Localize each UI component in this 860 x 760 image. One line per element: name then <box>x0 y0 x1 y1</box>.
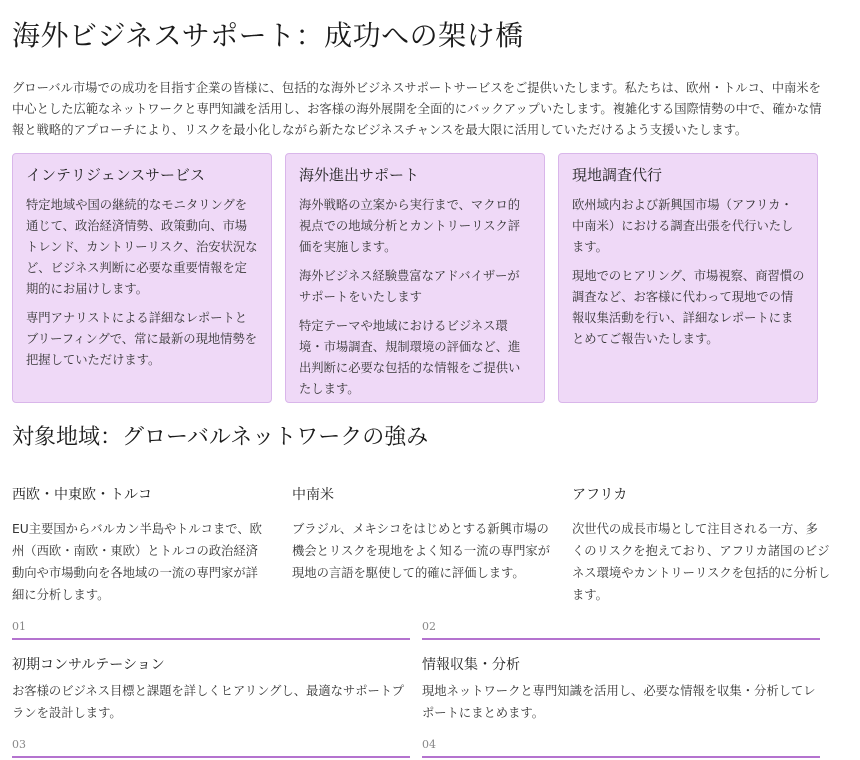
step-number: 02 <box>422 620 820 640</box>
process-step <box>422 620 820 724</box>
intro-paragraph: グローバル市場での成功を目指す企業の皆様に、包括的な海外ビジネスサポートサービスをご提供いたします。私たちは、欧州・トルコ、中南米を中心とした広範なネットワークと専門知識を活用し、お客様の海外展開を全面的にバックアップいたします。複雑化する国際情勢の中で、確かな情報と戦略的アプローチにより、リスクを最小化しながら新たなビジネスチャンスを最大限に活用していただけるよう支援いたします。 <box>12 81 822 137</box>
service-card-text: 海外ビジネス経験豊富なアドバイザーがサポートをいたします <box>299 269 520 304</box>
process-step <box>12 620 410 724</box>
step-text: お客様のビジネス目標と課題を詳しくヒアリングし、最適なサポートプランを設計します。 <box>12 684 405 720</box>
region-europe-turkey <box>12 484 270 606</box>
step-number: 04 <box>422 738 820 758</box>
region-title: アフリカ <box>572 487 628 503</box>
region-text: ブラジル、メキシコをはじめとする新興市場の機会とリスクを現地をよく知る一流の専門家が現地の言語を駆使して的確に評価します。 <box>292 522 550 580</box>
region-latin-america <box>292 484 550 584</box>
region-title: 中南米 <box>292 487 334 503</box>
service-card-text: 現地でのヒアリング、市場視察、商習慣の調査など、お客様に代わって現地での情報収集活動を行い、詳細なレポートにまとめてご報告いたします。 <box>572 269 805 346</box>
step-title: 初期コンサルテーション <box>12 657 165 673</box>
process-steps <box>12 620 822 760</box>
region-title: 西欧・中東欧・トルコ <box>12 487 152 503</box>
service-card-text: 海外戦略の立案から実行まで、マクロ的視点での地域分析とカントリーリスク評価を実施します。 <box>299 198 521 254</box>
page-title: 海外ビジネスサポート：成功への架け橋 <box>12 19 524 52</box>
regions-list <box>12 484 832 604</box>
service-card-title: 現地調査代行 <box>572 166 663 184</box>
service-card-text: 特定地域や国の継続的なモニタリングを通じて、政治経済情勢、政策動向、市場トレンド、カントリーリスク、治安状況など、ビジネス判断に必要な重要情報を定期的にお届けします。 <box>26 198 258 296</box>
service-card-text: 欧州域内および新興国市場（アフリカ・中南米）における調査出張を代行いたします。 <box>572 198 794 254</box>
service-card-title: インテリジェンスサービス <box>26 166 205 184</box>
service-card-field-research <box>558 153 818 403</box>
service-card-intelligence <box>12 153 272 403</box>
step-number: 01 <box>12 620 410 640</box>
step-number: 03 <box>12 738 410 758</box>
service-card-overseas-expansion <box>285 153 545 403</box>
service-card-title: 海外進出サポート <box>299 166 420 184</box>
region-africa <box>572 484 830 606</box>
service-cards <box>12 153 822 403</box>
service-card-text: 特定テーマや地域におけるビジネス環境・市場調査、規制環境の評価など、進出判断に必要な包括的な情報をご提供いたします。 <box>299 319 521 396</box>
service-card-text: 専門アナリストによる詳細なレポートとブリーフィングで、常に最新の現地情勢を把握していただけます。 <box>26 311 258 367</box>
process-step <box>12 738 410 758</box>
step-text: 現地ネットワークと専門知識を活用し、必要な情報を収集・分析してレポートにまとめます。 <box>422 684 816 720</box>
process-step <box>422 738 820 758</box>
region-text: 次世代の成長市場として注目される一方、多くのリスクを抱えており、アフリカ諸国のビジネス環境やカントリーリスクを包括的に分析します。 <box>572 522 830 602</box>
step-title: 情報収集・分析 <box>422 657 520 673</box>
region-text: EU主要国からバルカン半島やトルコまで、欧州（西欧・南欧・東欧）とトルコの政治経済動向や市場動向を各地域の一流の専門家が詳細に分析します。 <box>12 522 262 602</box>
regions-section-title: 対象地域：グローバルネットワークの強み <box>12 425 429 450</box>
